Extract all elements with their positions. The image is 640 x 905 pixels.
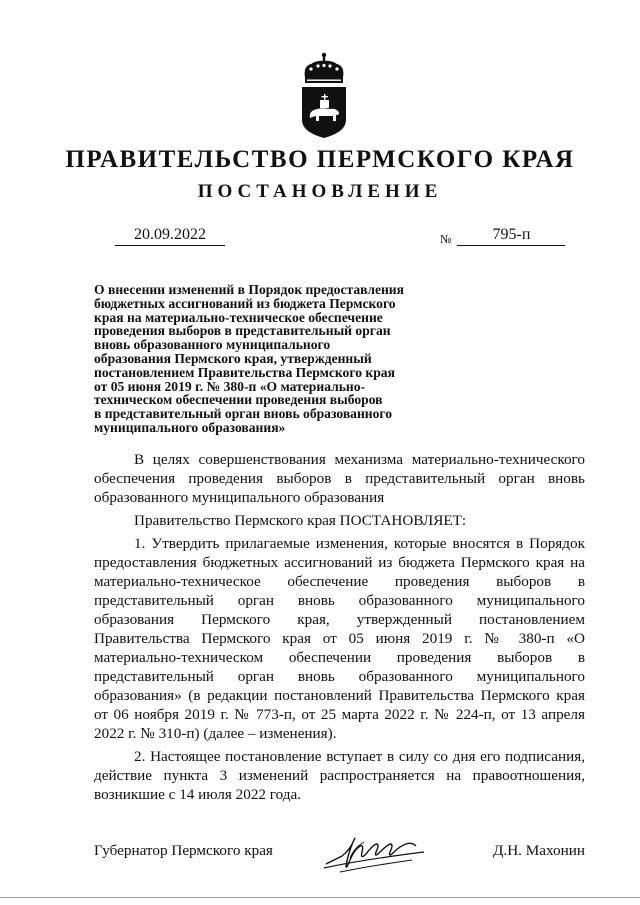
subject-line: техническом обеспечении проведения выборов	[94, 392, 383, 408]
document-date: 20.09.2022	[115, 226, 225, 246]
item-1-paragraph: 1. Утвердить прилагаемые изменения, которые вносятся в Порядок предоставления бюджетных ассигнований из бюджета Пермского края на материально-техническое обеспечение проведения выборов в представительный орган вновь образованного муниципального образования Пермского края, утвержденный постановлением Правительства Пермского края от 05 июня 2019 г. № 380-п «О материально-техническом обеспечении проведения выборов в представительный орган вновь образованного муниципального образования» (в редакции постановлений Правительства Пермского края от 06 ноября 2019 г. № 773-п, от 25 марта 2022 г. № 224-п, от 13 апреля 2022 г. № 310-п) (далее – изменения).	[94, 535, 585, 742]
handwritten-signature	[320, 830, 430, 878]
signatory-name: Д.Н. Махонин	[493, 842, 585, 859]
resolution-paragraph: Правительство Пермского края ПОСТАНОВЛЯЕТ:	[134, 512, 467, 529]
document-type: ПОСТАНОВЛЕНИЕ	[197, 181, 443, 202]
subject-line: постановлением Правительства Пермского края	[94, 364, 395, 380]
document-body	[94, 450, 585, 808]
document-number: 795-п	[457, 226, 565, 246]
subject-line: от 05 июня 2019 г. № 380-п «О материально-	[94, 378, 366, 394]
subject-line: в представительный орган вновь образованного	[94, 406, 393, 422]
subject-line: О внесении изменений в Порядок предоставления	[94, 282, 404, 297]
government-title: ПРАВИТЕЛЬСТВО ПЕРМСКОГО КРАЯ	[65, 146, 575, 173]
subject-line: края на материально-техническое обеспечение	[94, 309, 383, 325]
subject-line: проведения выборов в представительный орган	[94, 323, 391, 339]
page-bottom-rule	[0, 897, 640, 898]
subject-line: бюджетных ассигнований из бюджета Пермского	[94, 295, 396, 311]
item-2-paragraph: 2. Настоящее постановление вступает в силу со дня его подписания, действие пункта 3 изменений распространяется на правоотношения, возникшие с 14 июля 2022 года.	[94, 748, 585, 803]
subject-line: вновь образованного муниципального	[94, 337, 331, 353]
signatory-position: Губернатор Пермского края	[94, 842, 273, 859]
document-subject	[94, 283, 474, 435]
preamble-paragraph: В целях совершенствования механизма материально-технического обеспечения проведения выборов в представительный орган вновь образованного муниципального образования	[94, 451, 585, 506]
coat-of-arms-icon	[299, 52, 349, 140]
document-number-block	[440, 226, 565, 246]
subject-line: муниципального образования»	[94, 419, 286, 435]
number-sign: №	[440, 232, 452, 246]
subject-line: образования Пермского края, утвержденный	[94, 350, 372, 366]
